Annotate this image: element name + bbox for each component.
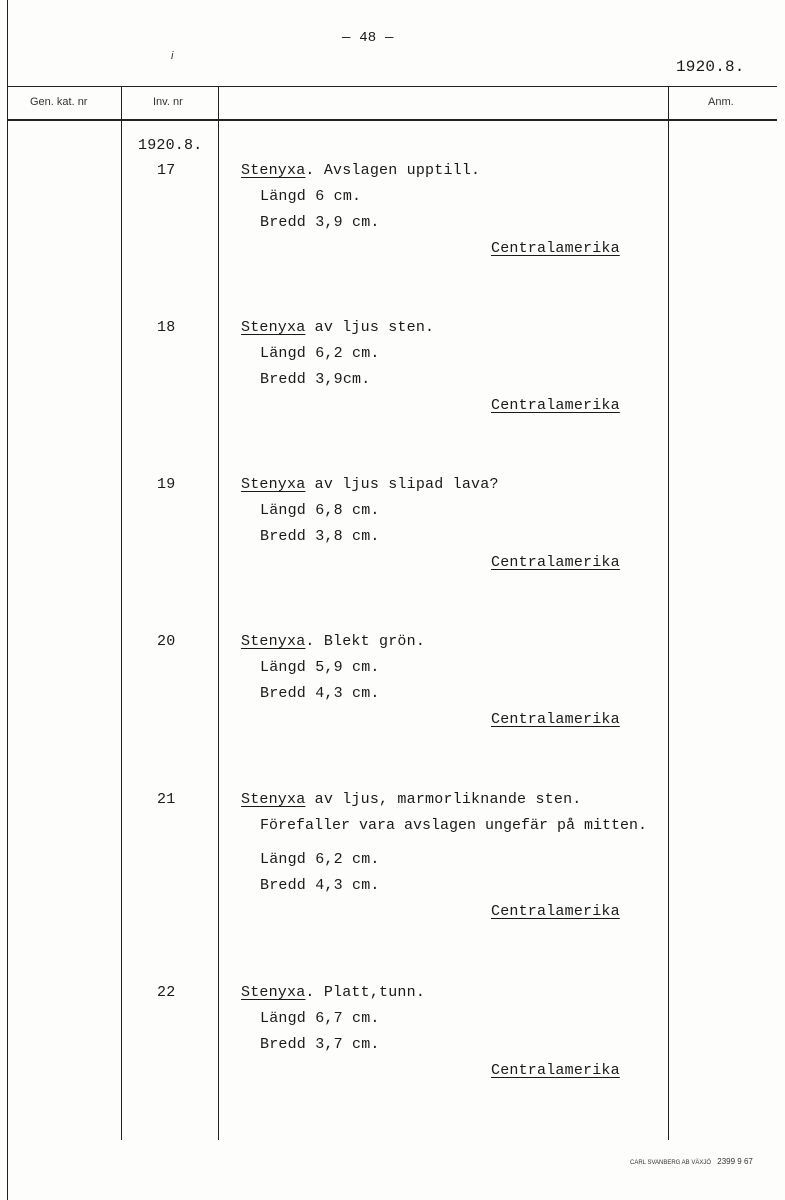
origin: Centralamerika: [491, 554, 620, 571]
width: Bredd 3,8 cm.: [260, 528, 380, 545]
column-divider-1: [121, 86, 122, 1140]
column-header-inv-nr: Inv. nr: [153, 96, 183, 108]
entry-title-line: [241, 162, 480, 179]
origin: Centralamerika: [491, 1062, 620, 1079]
object-description: av ljus sten.: [305, 319, 435, 336]
object-type: Stenyxa: [241, 476, 306, 493]
width: Bredd 3,7 cm.: [260, 1036, 380, 1053]
page-mark: i: [171, 50, 174, 62]
origin: Centralamerika: [491, 903, 620, 920]
object-description: av ljus, marmorliknande sten.: [305, 791, 582, 808]
form-code: 2399 9 67: [717, 1157, 753, 1166]
inv-number: 22: [157, 984, 176, 1001]
header-register-code: 1920.8.: [676, 58, 745, 76]
entry-title-line: [241, 633, 425, 650]
printer-name: CARL SVANBERG AB VÄXJÖ: [630, 1160, 712, 1166]
page-number: — 48 —: [342, 30, 394, 46]
length: Längd 6,2 cm.: [260, 851, 380, 868]
inv-number: 18: [157, 319, 176, 336]
object-type: Stenyxa: [241, 633, 306, 650]
inv-number: 17: [157, 162, 176, 179]
column-divider-2: [218, 86, 219, 1140]
printer-imprint: [630, 1157, 753, 1166]
object-description: . Platt,tunn.: [305, 984, 426, 1001]
width: Bredd 4,3 cm.: [260, 877, 380, 894]
entry-title-line: [241, 791, 581, 808]
object-description: . Blekt grön.: [305, 633, 426, 650]
length: Längd 5,9 cm.: [260, 659, 380, 676]
origin: Centralamerika: [491, 240, 620, 257]
header-top-rule: [7, 86, 777, 87]
width: Bredd 3,9cm.: [260, 371, 371, 388]
entry-title-line: [241, 984, 425, 1001]
inv-number: 19: [157, 476, 176, 493]
column-header-anm: Anm.: [708, 96, 734, 108]
object-type: Stenyxa: [241, 791, 306, 808]
extra-note: Förefaller vara avslagen ungefär på mitten.: [260, 817, 648, 834]
column-divider-3: [668, 86, 669, 1140]
column-header-gen-kat-nr: Gen. kat. nr: [30, 96, 88, 108]
object-type: Stenyxa: [241, 162, 306, 179]
width: Bredd 3,9 cm.: [260, 214, 380, 231]
length: Längd 6,7 cm.: [260, 1010, 380, 1027]
length: Längd 6 cm.: [260, 188, 362, 205]
header-bottom-rule: [7, 119, 777, 121]
register-code: 1920.8.: [138, 137, 203, 154]
origin: Centralamerika: [491, 711, 620, 728]
inv-number: 20: [157, 633, 176, 650]
length: Längd 6,2 cm.: [260, 345, 380, 362]
object-description: . Avslagen upptill.: [305, 162, 481, 179]
left-border: [7, 0, 8, 1200]
entry-title-line: [241, 319, 434, 336]
inv-number: 21: [157, 791, 176, 808]
object-type: Stenyxa: [241, 319, 306, 336]
origin: Centralamerika: [491, 397, 620, 414]
entry-title-line: [241, 476, 499, 493]
width: Bredd 4,3 cm.: [260, 685, 380, 702]
object-description: av ljus slipad lava?: [305, 476, 499, 493]
object-type: Stenyxa: [241, 984, 306, 1001]
length: Längd 6,8 cm.: [260, 502, 380, 519]
